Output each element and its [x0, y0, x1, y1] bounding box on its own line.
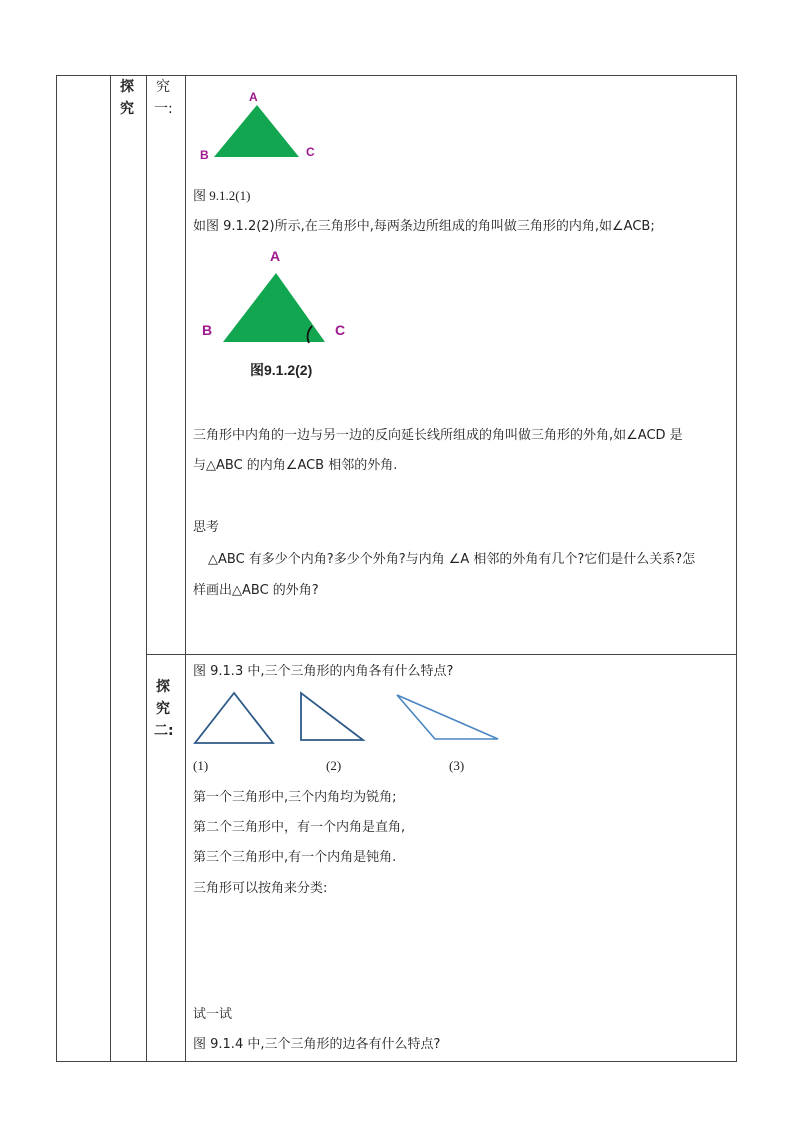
classification-statement: 三角形可以按角来分类: — [193, 881, 328, 896]
fig2-vertex-c: C — [335, 322, 346, 338]
think-question-line1: △ABC 有多少个内角?多少个外角?与内角 ∠A 相邻的外角有几个?它们是什么关系?怎 — [208, 552, 696, 567]
think-title: 思考 — [193, 520, 220, 535]
angle-classification-question: 图 9.1.3 中,三个三角形的内角各有什么特点? — [193, 664, 454, 679]
interior-angle-definition: 如图 9.1.2(2)所示,在三角形中,每两条边所组成的角叫做三角形的内角,如∠ACB; — [193, 219, 655, 234]
row-divider — [146, 654, 737, 655]
side-classification-question: 图 9.1.4 中,三个三角形的边各有什么特点? — [193, 1037, 441, 1052]
acute-description: 第一个三角形中,三个内角均为锐角; — [193, 790, 397, 805]
label-explore-two: 探 究 二: — [154, 679, 174, 739]
exterior-angle-definition-line1: 三角形中内角的一边与另一边的反向延长线所组成的角叫做三角形的外角,如∠ACD 是 — [193, 428, 683, 443]
exterior-angle-definition-line2: 与△ABC 的内角∠ACB 相邻的外角. — [193, 458, 398, 473]
fig2-vertex-b: B — [202, 322, 213, 338]
triangle-outlines — [0, 0, 1, 1]
column-divider-2 — [146, 75, 147, 1062]
fig2-vertex-a: A — [270, 248, 281, 264]
triangle-label-2: (2) — [326, 758, 342, 773]
column-divider-3 — [185, 75, 186, 1062]
column-divider-1 — [110, 75, 111, 1062]
triangle-label-1: (1) — [193, 758, 209, 773]
fig1-vertex-c: C — [306, 145, 315, 159]
think-question-line2: 样画出△ABC 的外角? — [193, 583, 319, 598]
try-title: 试一试 — [193, 1007, 233, 1022]
triangle-label-3: (3) — [449, 758, 465, 773]
fig2-caption: 图9.1.2(2) — [250, 362, 313, 378]
fig1-caption: 图 9.1.2(1) — [193, 188, 251, 203]
label-explore: 探 究 — [120, 79, 134, 117]
fig1-vertex-b: B — [200, 148, 209, 162]
label-explore-one: 究 一: — [154, 79, 173, 117]
obtuse-description: 第三个三角形中,有一个内角是钝角. — [193, 850, 397, 865]
right-description: 第二个三角形中，有一个内角是直角, — [193, 820, 406, 835]
fig1-vertex-a: A — [249, 90, 258, 104]
